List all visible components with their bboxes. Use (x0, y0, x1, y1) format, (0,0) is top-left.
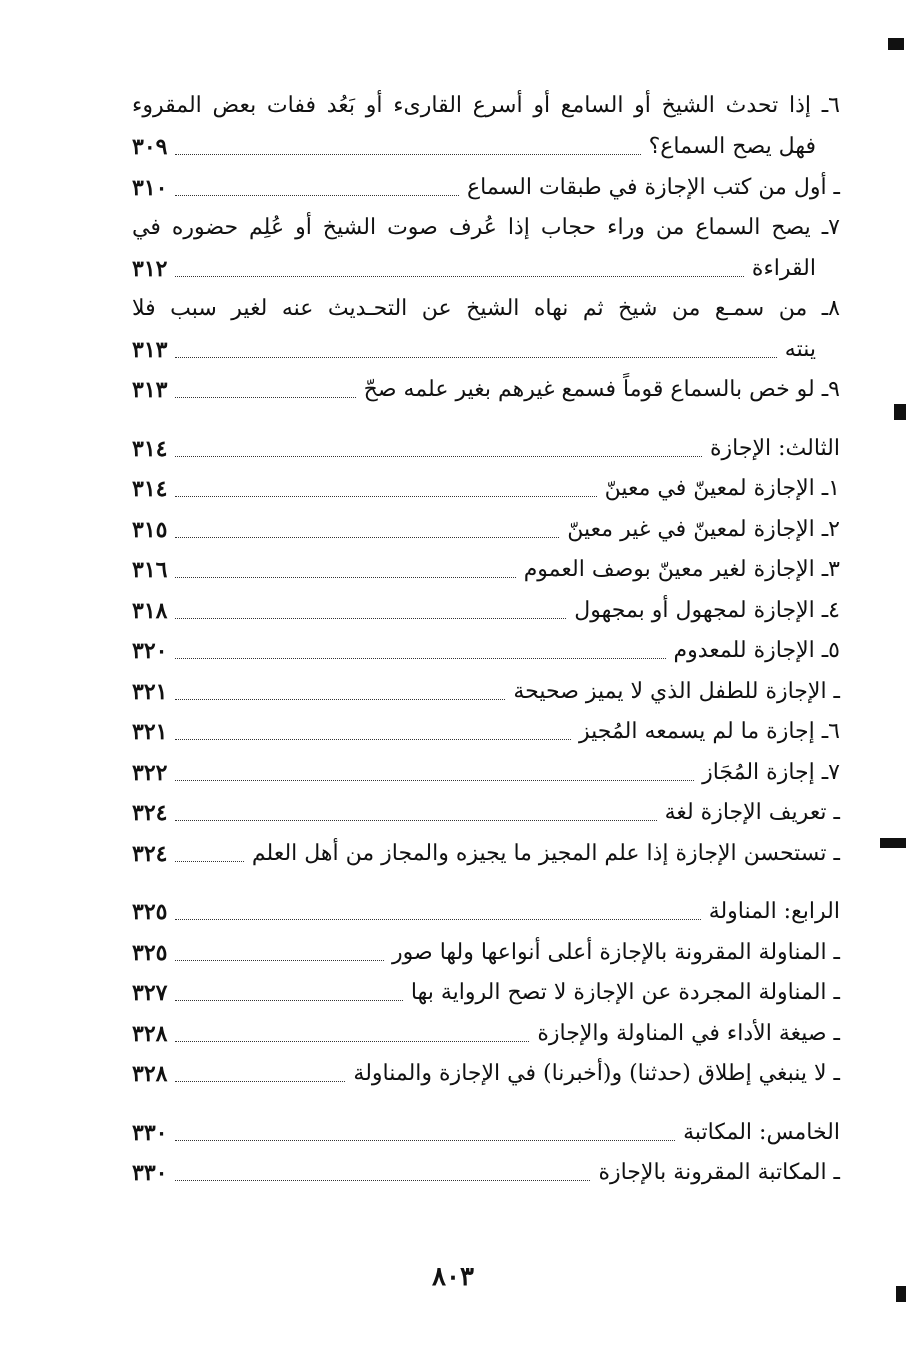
dot-leader (175, 154, 640, 155)
dot-leader (175, 1041, 529, 1042)
toc-entry (132, 712, 840, 753)
toc-entry (132, 248, 840, 289)
toc-entry-page-number: ٣١٦ (132, 557, 168, 583)
toc-entry-title: ـ الإجازة للطفل الذي لا يميز صحيحة (513, 678, 840, 704)
toc-entry-title: ٣ـ الإجازة لغير معينّ بوصف العموم (523, 557, 840, 582)
toc-entry-page-number: ٣٢٤ (132, 800, 168, 826)
toc-entry (132, 752, 840, 793)
toc-entry-page-number: ٣٣٠ (132, 1160, 168, 1186)
toc-entry (132, 428, 840, 469)
toc-entry-title: الرابع: المناولة (708, 899, 840, 924)
toc-entry-page-number: ٣١٨ (132, 597, 168, 624)
scan-margin-mark (880, 838, 906, 848)
toc-entry-text-line: ٨ـ من سمـع من شيخ ثم نهاه الشيخ عن التحـديث عنه لغير سبب فلا (132, 295, 840, 321)
toc-entry-page-number: ٣٢١ (132, 678, 168, 705)
toc-entry (132, 892, 840, 933)
toc-entry-title: الثالث: الإجازة (710, 435, 840, 461)
toc-entry-title: ٧ـ إجازة المُجَاز (702, 759, 840, 785)
toc-entry-page-number: ٣٢٧ (132, 980, 168, 1006)
toc-entry-page-number: ٣٢٨ (132, 1061, 168, 1087)
dot-leader (175, 960, 384, 961)
toc-entry (132, 671, 840, 712)
toc-entry-title: ـ المناولة المقرونة بالإجازة أعلى أنواعها ولها صور (392, 939, 840, 965)
scan-margin-mark (896, 1286, 906, 1302)
toc-entry (132, 793, 840, 834)
toc-entry-title: ـ تستحسن الإجازة إذا علم المجيز ما يجيزه والمجاز من أهل العلم (251, 840, 840, 866)
dot-leader (175, 739, 571, 740)
dot-leader (175, 919, 700, 920)
dot-leader (175, 1000, 402, 1001)
toc-entry (132, 1054, 840, 1095)
toc-entry (132, 932, 840, 973)
toc-entry-title: ـ أول من كتب الإجازة في طبقات السماع (466, 174, 840, 200)
toc-entry-title: الخامس: المكاتبة (683, 1119, 840, 1145)
dot-leader (175, 577, 515, 578)
section-spacer (132, 410, 840, 428)
toc-entry-title: ينته (784, 336, 816, 362)
toc-entry-text-line: ٧ـ يصح السماع من وراء حجاب إذا عُرف صوت الشيخ أو عُلِم حضوره في (132, 214, 840, 240)
toc-entry-title: ٥ـ الإجازة للمعدوم (673, 638, 840, 663)
toc-entry-page-number: ٣١٤ (132, 476, 168, 502)
dot-leader (175, 780, 694, 781)
toc-entry-page-number: ٣١٥ (132, 516, 168, 543)
toc-entry-page-number: ٣٢٠ (132, 638, 168, 664)
dot-leader (175, 276, 743, 277)
dot-leader (175, 397, 355, 398)
dot-leader (175, 1180, 590, 1181)
toc-entry (132, 329, 840, 370)
section-spacer (132, 1094, 840, 1112)
toc-entry-title: ـ تعريف الإجازة لغة (664, 800, 840, 825)
section-spacer (132, 874, 840, 892)
toc-entry (132, 167, 840, 208)
dot-leader (175, 357, 776, 358)
toc-entry-page-number: ٣٢٢ (132, 759, 168, 786)
toc-entry-title: ٢ـ الإجازة لمعينّ في غير معينّ (567, 516, 840, 542)
toc-entry-title: ـ لا ينبغي إطلاق (حدثنا) و(أخبرنا) في الإجازة والمناولة (353, 1061, 840, 1086)
dot-leader (175, 861, 243, 862)
dot-leader (175, 1140, 675, 1141)
toc-entry-title: ـ المكاتبة المقرونة بالإجازة (598, 1160, 840, 1185)
table-of-contents (132, 86, 840, 1193)
toc-entry-title: ـ المناولة المجردة عن الإجازة لا تصح الرواية بها (410, 980, 840, 1005)
toc-entry (132, 550, 840, 591)
dot-leader (175, 820, 656, 821)
toc-entry (132, 509, 840, 550)
toc-entry-title: ٦ـ إجازة ما لم يسمعه المُجيز (578, 719, 840, 744)
toc-entry (132, 1013, 840, 1054)
toc-entry-title: ٤ـ الإجازة لمجهول أو بمجهول (574, 597, 840, 623)
dot-leader (175, 456, 702, 457)
dot-leader (175, 537, 559, 538)
toc-entry-page-number: ٣١٣ (132, 336, 168, 363)
scan-margin-mark (888, 38, 904, 50)
dot-leader (175, 658, 665, 659)
toc-entry-page-number: ٣٢٤ (132, 840, 168, 867)
toc-entry-page-number: ٣٣٠ (132, 1119, 168, 1146)
scan-margin-mark (894, 404, 906, 420)
toc-entry-title: ٩ـ لو خص بالسماع قوماً فسمع غيرهم بغير علمه صحّ (363, 377, 840, 402)
toc-entry (132, 127, 840, 168)
dot-leader (175, 618, 566, 619)
toc-entry-title: ١ـ الإجازة لمعينّ في معينّ (604, 476, 840, 501)
toc-entry (132, 973, 840, 1014)
toc-entry-page-number: ٣٢١ (132, 719, 168, 745)
toc-entry-title: فهل يصح السماع؟ (648, 134, 816, 159)
toc-entry-page-number: ٣٢٥ (132, 939, 168, 966)
toc-entry (132, 1153, 840, 1194)
toc-entry (132, 370, 840, 411)
toc-entry (132, 1112, 840, 1153)
dot-leader (175, 195, 459, 196)
dot-leader (175, 496, 596, 497)
toc-entry (132, 469, 840, 510)
toc-entry-text-line: ٦ـ إذا تحدث الشيخ أو السامع أو أسرع القارىء أو بَعُد ففات بعض المقروء (132, 93, 840, 118)
toc-entry (132, 833, 840, 874)
toc-entry-title: ـ صيغة الأداء في المناولة والإجازة (537, 1020, 840, 1046)
toc-entry (132, 631, 840, 672)
dot-leader (175, 1081, 345, 1082)
toc-entry-page-number: ٣٠٩ (132, 134, 168, 160)
toc-entry-title: القراءة (751, 255, 816, 281)
page-number: ٨٠٣ (432, 1262, 474, 1292)
toc-entry-page-number: ٣١٢ (132, 255, 168, 282)
toc-entry-page-number: ٣٢٨ (132, 1020, 168, 1047)
toc-entry-page-number: ٣١٣ (132, 377, 168, 403)
toc-entry-page-number: ٣١٤ (132, 435, 168, 462)
toc-entry-page-number: ٣٢٥ (132, 899, 168, 925)
dot-leader (175, 699, 505, 700)
toc-entry (132, 590, 840, 631)
toc-entry-page-number: ٣١٠ (132, 174, 168, 201)
